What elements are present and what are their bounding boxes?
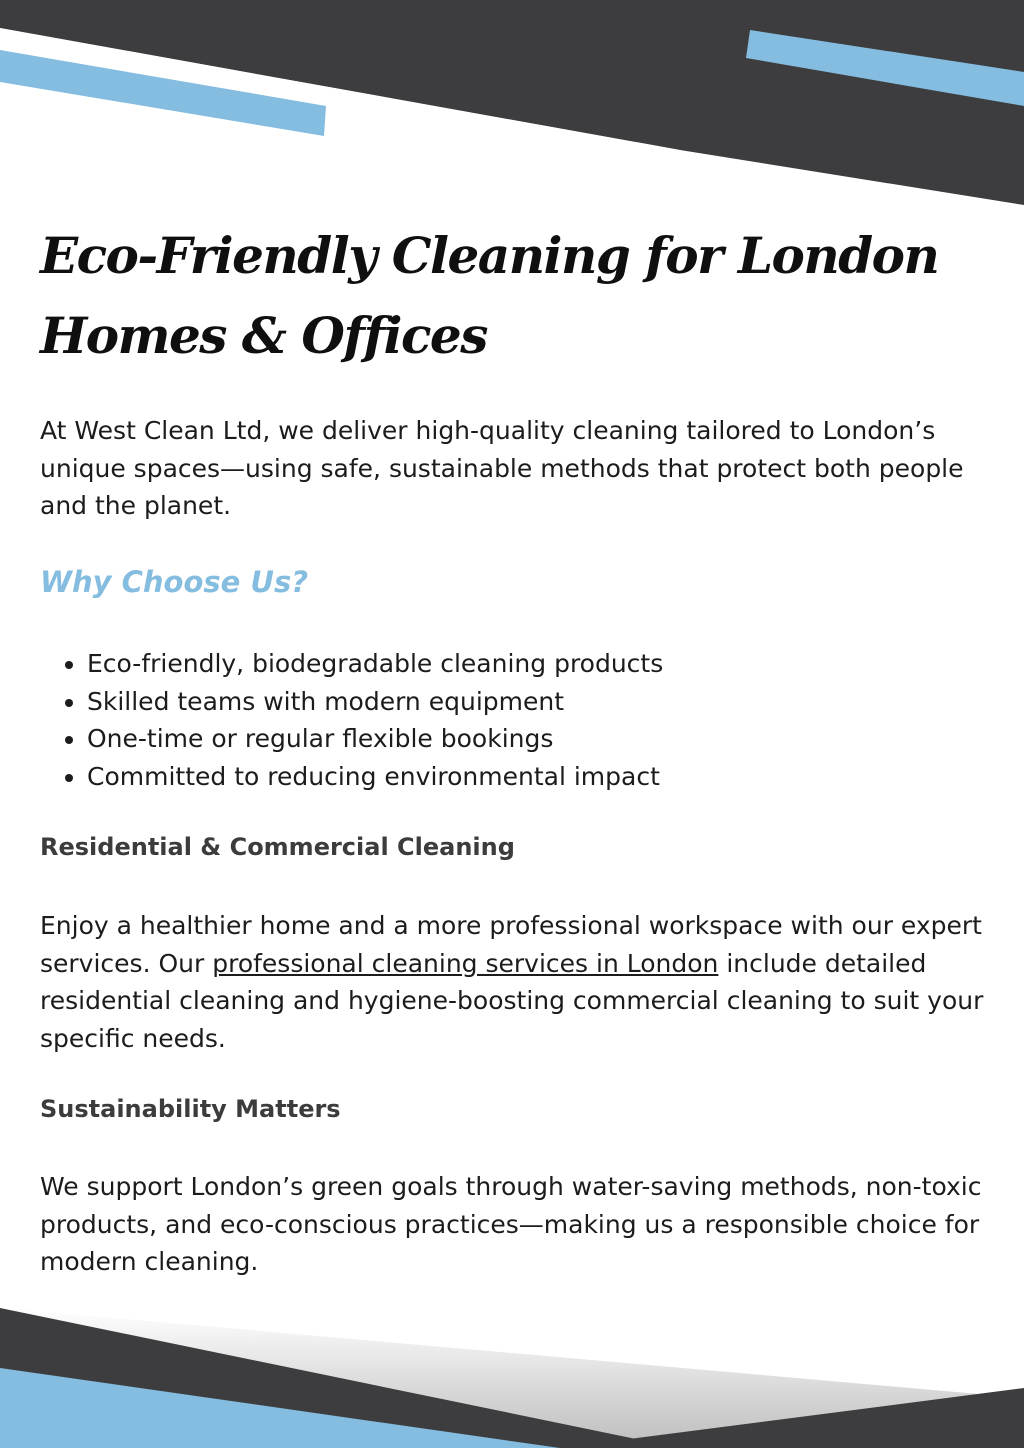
reasons-list [40, 645, 663, 795]
bottom-decoration [0, 1298, 1024, 1448]
top-decoration [0, 0, 1024, 230]
intro-paragraph: At West Clean Ltd, we deliver high-quality cleaning tailored to London’s unique spaces—using safe, sustainable methods that protect both people and the planet. [40, 416, 964, 520]
cleaning-services-link[interactable]: professional cleaning services in London [212, 948, 719, 978]
list-item: • Eco-friendly, biodegradable cleaning products [87, 645, 663, 683]
residential-text-after: include detailed residential cleaning and hygiene-boosting commercial cleaning to suit your specific needs. [40, 948, 984, 1053]
residential-paragraph [40, 907, 985, 1057]
list-item: • One-time or regular flexible bookings [87, 720, 663, 758]
list-item: • Committed to reducing environmental impact [87, 758, 663, 796]
list-item: • Skilled teams with modern equipment [87, 683, 663, 721]
residential-text-before: Enjoy a healthier home and a more professional workspace with our expert services. Our [40, 911, 982, 978]
sustainability-paragraph: We support London’s green goals through water-saving methods, non-toxic products, and eco-conscious practices—making us a responsible choice for modern cleaning. [40, 1172, 982, 1276]
sustainability-heading: Sustainability Matters [40, 1095, 341, 1123]
why-choose-heading: Why Choose Us? [40, 565, 309, 599]
residential-heading: Residential & Commercial Cleaning [40, 833, 515, 861]
page-title: Eco-Friendly Cleaning for London Homes & Offices [40, 226, 939, 365]
